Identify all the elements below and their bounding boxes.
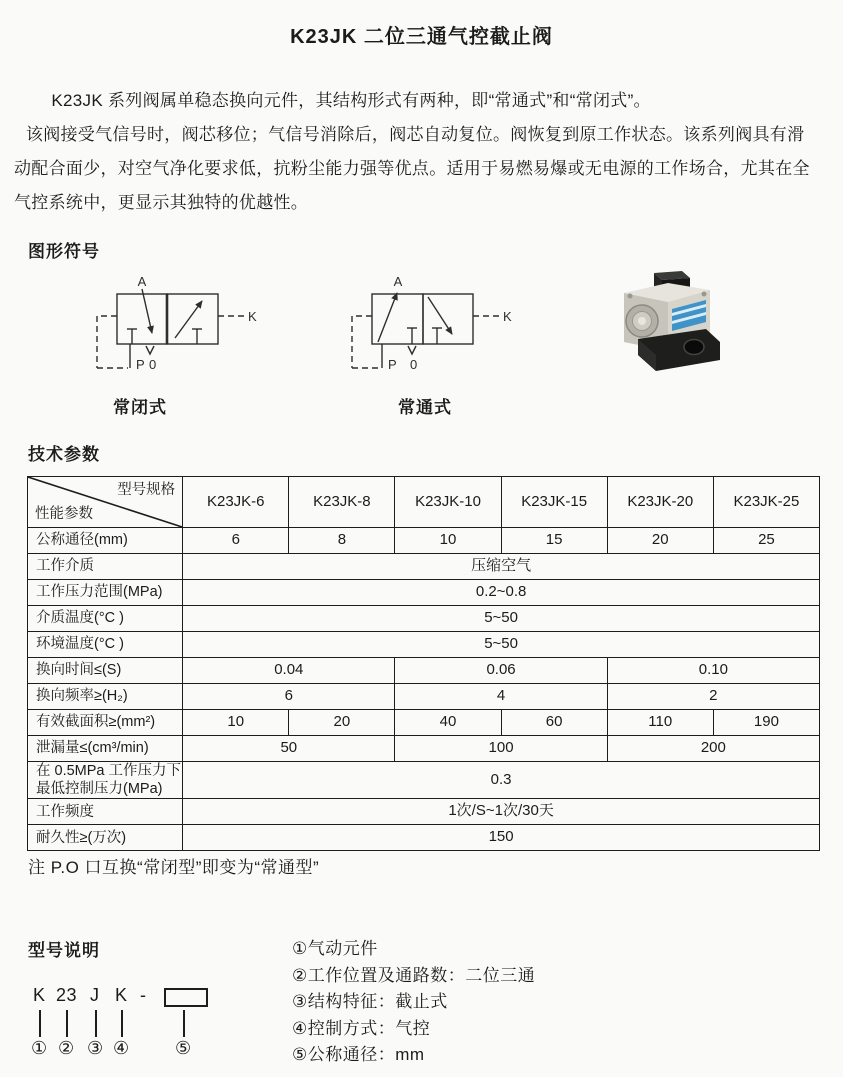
spec-value-cell: 0.2~0.8 [183,580,820,606]
spec-row-label: 工作频度 [28,799,183,825]
port-label-a: A [137,274,147,289]
spec-value-cell: 190 [713,710,819,736]
legend-item-2: ②工作位置及通路数：二位三通 [292,965,536,985]
specs-table [27,476,820,851]
port-label-o: 0 [410,357,418,372]
spec-row [28,528,820,554]
spec-value-cell: 25 [713,528,819,554]
port-label-a: A [393,274,403,289]
spec-value-cell: 10 [395,528,501,554]
port-label-p: P [388,357,397,372]
corner-label-models: 型号规格 [117,482,176,498]
spec-row [28,736,820,762]
spec-value-cell: 6 [183,684,395,710]
specs-heading: 技术参数 [28,445,100,464]
spec-value-cell: 20 [607,528,713,554]
model-header-cell: K23JK-20 [607,477,713,528]
port-label-p: P [136,357,145,372]
code-digit-4: ④ [113,1038,130,1058]
code-stem [95,1010,97,1037]
product-photo [608,263,730,381]
intro-paragraph-1: K23JK 系列阀属单稳态换向元件，其结构形式有两种，即“常通式”和“常闭式”。 [51,91,651,110]
code-size-box [164,988,208,1007]
intro-paragraphs [14,84,816,220]
code-stem [183,1010,185,1037]
legend-item-1: ①气动元件 [292,939,378,958]
spec-row-label: 介质温度(°C ) [28,606,183,632]
spec-row [28,799,820,825]
spec-value-cell: 4 [395,684,607,710]
spec-row [28,684,820,710]
corner-label-params: 性能参数 [35,505,93,522]
code-segment-dash: - [140,985,147,1005]
spec-row [28,825,820,851]
spec-value-cell: 60 [501,710,607,736]
code-digit-5: ⑤ [175,1038,192,1058]
code-digit-3: ③ [87,1038,104,1058]
code-stem [39,1010,41,1037]
spec-row [28,710,820,736]
caption-normally-closed: 常闭式 [113,398,167,417]
spec-value-cell: 压缩空气 [183,554,820,580]
model-header-cell: K23JK-15 [501,477,607,528]
code-stem [66,1010,68,1037]
model-header-cell: K23JK-8 [289,477,395,528]
spec-row [28,632,820,658]
spec-value-cell: 0.04 [183,658,395,684]
po-note: 注 P.O 口互换“常闭型”即变为“常通型” [28,858,320,877]
spec-value-cell: 6 [183,528,289,554]
model-code-legend [292,936,535,1069]
valve-symbol-normally-closed [85,266,270,378]
code-segment-3: J [90,985,100,1005]
spec-value-cell: 2 [607,684,819,710]
legend-item-3: ③结构特征：截止式 [292,992,448,1011]
port-label-k: K [248,309,257,324]
model-header-cell: K23JK-6 [183,477,289,528]
spec-value-cell: 15 [501,528,607,554]
spec-value-cell: 200 [607,736,819,762]
spec-row-label: 工作压力范围(MPa) [28,580,183,606]
spec-value-cell: 1次/S~1次/30天 [183,799,820,825]
code-segment-4: K [115,985,128,1005]
code-segment-2: 23 [56,985,78,1005]
code-stem [121,1010,123,1037]
legend-item-4: ④控制方式：气控 [292,1018,431,1038]
spec-row-label: 耐久性≥(万次) [28,825,183,851]
spec-value-cell: 0.3 [183,762,820,799]
spec-row-label: 工作介质 [28,554,183,580]
valve-symbol-normally-open [340,266,525,378]
spec-value-cell: 5~50 [183,632,820,658]
spec-row [28,606,820,632]
spec-value-cell: 0.06 [395,658,607,684]
spec-value-cell: 20 [289,710,395,736]
port-label-o: 0 [149,357,157,372]
spec-value-cell: 8 [289,528,395,554]
specs-table-body [28,528,820,851]
specs-header-row [28,477,820,528]
spec-value-cell: 50 [183,736,395,762]
model-header-cell: K23JK-10 [395,477,501,528]
model-header-cell: K23JK-25 [713,477,819,528]
spec-value-cell: 110 [607,710,713,736]
spec-row-label: 换向时间≤(S) [28,658,183,684]
spec-value-cell: 10 [183,710,289,736]
spec-value-cell: 40 [395,710,501,736]
spec-row-label: 有效截面积≥(mm²) [28,710,183,736]
spec-value-cell: 150 [183,825,820,851]
spec-row-label: 换向频率≥(H₂) [28,684,183,710]
caption-normally-open: 常通式 [398,398,452,417]
spec-value-cell: 0.10 [607,658,819,684]
spec-row-label: 公称通径(mm) [28,528,183,554]
spec-row-label: 泄漏量≤(cm³/min) [28,736,183,762]
model-code-heading: 型号说明 [28,941,100,960]
specs-corner-cell [28,477,183,528]
intro-paragraph-2: 该阀接受气信号时，阀芯移位；气信号消除后，阀芯自动复位。阀恢复到原工作状态。该系列阀具有滑动配合面少，对空气净化要求低，抗粉尘能力强等优点。适用于易燃易爆或无电源的工作场合，尤其在全气控系统中，更显示其独特的优越性。 [14,125,810,212]
code-segment-1: K [33,985,46,1005]
spec-row-label: 环境温度(°C ) [28,632,183,658]
legend-item-5: ⑤公称通径：mm [292,1045,425,1064]
symbols-heading: 图形符号 [28,242,100,261]
spec-row-label: 在 0.5MPa 工作压力下 最低控制压力(MPa) [28,762,183,799]
spec-row [28,658,820,684]
spec-row [28,762,820,799]
spec-row [28,580,820,606]
code-digit-2: ② [58,1038,75,1058]
spec-value-cell: 5~50 [183,606,820,632]
code-digit-1: ① [31,1038,48,1058]
spec-row [28,554,820,580]
spec-value-cell: 100 [395,736,607,762]
page-title: K23JK 二位三通气控截止阀 [290,26,553,48]
port-label-k: K [503,309,512,324]
